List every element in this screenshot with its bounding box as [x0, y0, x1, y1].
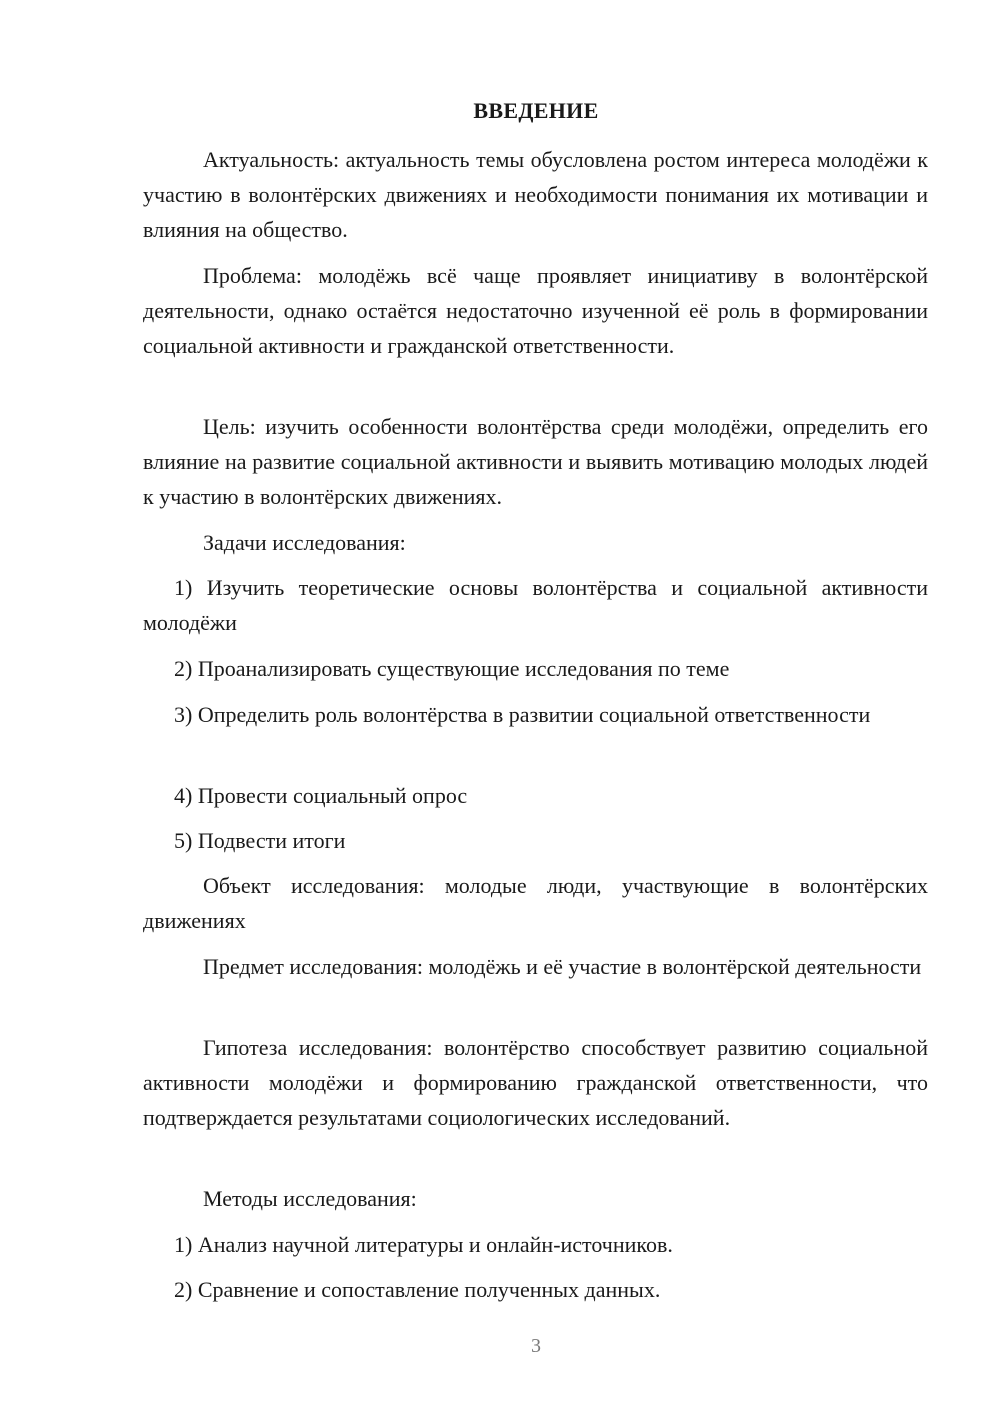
method-item-1: 1) Анализ научной литературы и онлайн-источников. [174, 1232, 673, 1257]
paragraph-problem: Проблема: молодёжь всё чаще проявляет инициативу в волонтёрской деятельности, однако остаётся недостаточно изученной её роль в формировании социальной активности и гражданской ответственности. [143, 263, 928, 358]
section-title: ВВЕДЕНИЕ [473, 98, 599, 123]
methods-heading: Методы исследования: [203, 1186, 417, 1211]
paragraph-relevance: Актуальность: актуальность темы обусловлена ростом интереса молодёжи к участию в волонтёрских движениях и необходимости понимания их мотивации и влияния на общество. [143, 147, 928, 242]
page-number: 3 [531, 1335, 541, 1357]
paragraph-subject: Предмет исследования: молодёжь и её участие в волонтёрской деятельности [203, 954, 922, 979]
task-item-5: 5) Подвести итоги [174, 828, 346, 853]
paragraph-object: Объект исследования: молодые люди, участвующие в волонтёрских движениях [143, 873, 928, 933]
task-item-1: 1) Изучить теоретические основы волонтёрства и социальной активности молодёжи [143, 575, 928, 635]
task-item-3: 3) Определить роль волонтёрства в развитии социальной ответственности [174, 702, 871, 727]
task-item-2: 2) Проанализировать существующие исследования по теме [174, 656, 730, 681]
task-item-4: 4) Провести социальный опрос [174, 783, 468, 808]
paragraph-hypothesis: Гипотеза исследования: волонтёрство способствует развитию социальной активности молодёжи и формированию гражданской ответственности, что подтверждается результатами социологических исследований. [143, 1035, 928, 1130]
paragraph-goal: Цель: изучить особенности волонтёрства среди молодёжи, определить его влияние на развитие социальной активности и выявить мотивацию молодых людей к участию в волонтёрских движениях. [143, 414, 928, 509]
method-item-2: 2) Сравнение и сопоставление полученных данных. [174, 1277, 661, 1302]
tasks-heading: Задачи исследования: [203, 530, 406, 555]
